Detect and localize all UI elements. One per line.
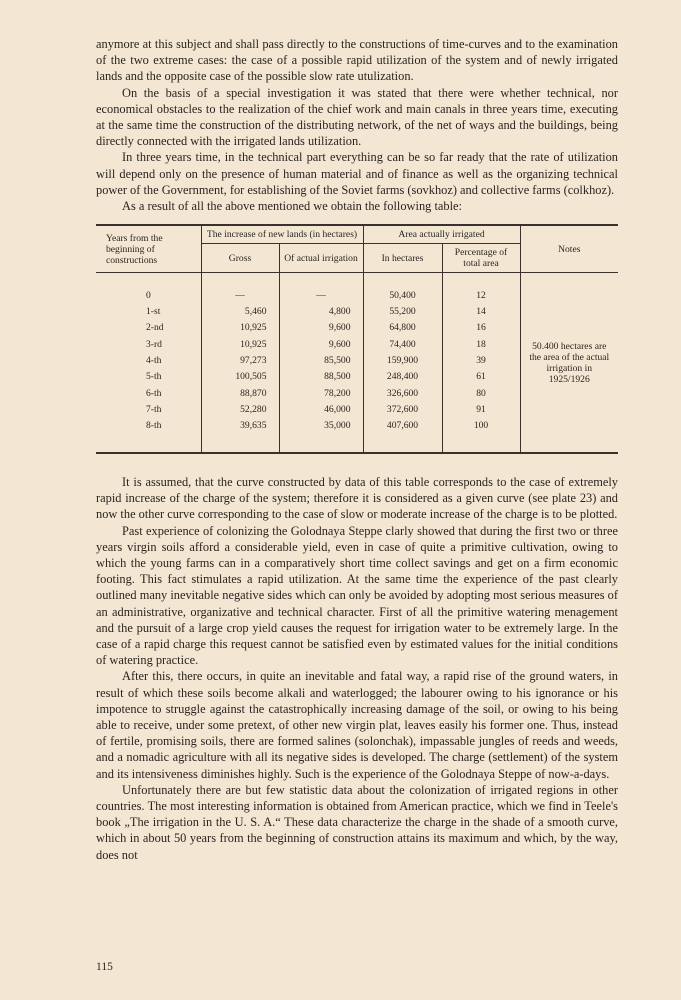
table-row: 1-st 5,460 4,800 55,200 14 bbox=[96, 304, 618, 320]
page-body bbox=[96, 36, 618, 863]
header-notes: Notes bbox=[520, 225, 618, 273]
table-row: 8-th 39,635 35,000 407,600 100 bbox=[96, 418, 618, 434]
notes-cell: 50.400 hectares are the area of the actual irrigation in 1925/1926 bbox=[520, 273, 618, 453]
table-row: 6-th 88,870 78,200 326,600 80 bbox=[96, 385, 618, 401]
header-actual-irrigation: Of actual irrigation bbox=[279, 244, 363, 273]
irrigation-table bbox=[96, 224, 618, 454]
paragraph-1: anymore at this subject and shall pass directly to the constructions of time-curves and to the examination of the two extreme cases: the case of a possible rapid utilization of the system and of newly irrigated lands and the opposite case of the possible slow rate utulization. bbox=[96, 37, 618, 84]
paragraph-6: After this, there occurs, in quite an inevitable and fatal way, a rapid rise of the ground waters, in result of which these soils become alkali and waterlogged; the labourer owing to his ignorance or his impotence to struggle against the catastrophically increasing damage of the soil, or owing to his being able to receive, under some pretext, of other new virgin plat, leaves easily his former one. Thus, instead of fertile, promising soils, there are formed salines (solonchak), impassable jungles of reeds and weeds, and a nomadic agriculture with all its negative sides is developed. The charge (settlement) of the system and its intensiveness diminishes highly. Such is the experience of the Golodnaya Steppe of now-a-days. bbox=[96, 669, 618, 781]
page-number: 115 bbox=[96, 961, 113, 973]
table-row: 4-th 97,273 85,500 159,900 39 bbox=[96, 352, 618, 368]
header-percentage: Percentage of total area bbox=[442, 244, 520, 273]
paragraph-7: Unfortunately there are but few statistic data about the colonization of irrigated regions in other countries. The most interesting information is obtained from American practice, which we find in Teele's book „The irrigation in the U. S. A.“ These data characterize the charge in the shade of a smooth curve, which in about 50 years from the beginning of construction attains its maximum and which, by the way, does not bbox=[96, 782, 618, 862]
table-intro: As a result of all the above mentioned we obtain the following table: bbox=[122, 199, 462, 214]
table-row: 7-th 52,280 46,000 372,600 91 bbox=[96, 401, 618, 417]
header-in-hectares: In hectares bbox=[363, 244, 442, 273]
table-row: 3-rd 10,925 9,600 74,400 18 bbox=[96, 336, 618, 352]
paragraph-5: Past experience of colonizing the Golodnaya Steppe clarly showed that during the first two or three years virgin soils afford a considerable yield, even in case of quite a primitive cultivation, owing to which the young farms can in a comparatively short time collect savings and get on a firm economic footing. This fact stimulates a rapid utilization. At the same time the experience of the past clearly outlined many inevitable negative sides which can only be avoided by adopting most serious measures of an administrative, organizative and technical character. First of all the primitive watering menagement and the pursuit of a large crop yield causes the request for irrigation water to be extremely large. In the case of a rapid charge this request cannot be satisfied even by estimated values for the initial conditions of watering practice. bbox=[96, 523, 619, 668]
paragraph-2: On the basis of a special investigation it was stated that there were whether technical, nor economical obstacles to the realization of the chief work and main canals in three years time, executing at the same time the construction of the distributing network, of the net of ways and the buildings, being directly connected with the irrigated lands utilization. bbox=[96, 85, 618, 149]
header-increase: The increase of new lands (in hectares) bbox=[201, 225, 363, 244]
header-years: Years from the beginning of constructions bbox=[96, 225, 201, 273]
table-row: 2-nd 10,925 9,600 64,800 16 bbox=[96, 320, 618, 336]
table-row: 5-th 100,505 88,500 248,400 61 bbox=[96, 369, 618, 385]
header-area-irrigated: Area actually irrigated bbox=[363, 225, 520, 244]
paragraph-3: In three years time, in the technical part everything can be so far ready that the rate of utilization will depend only on the presence of human material and of finance as well as the organizing technical power of the Government, for establishing of the Soviet farms (sovkhoz) and collective farms (colkhoz). bbox=[96, 150, 618, 197]
table-row: 0 — — 50,400 12 bbox=[96, 287, 618, 303]
paragraph-4: It is assumed, that the curve constructed by data of this table corresponds to the case of extremely rapid increase of the charge of the system; therefore it is considered as a given curve (see plate 23) and now the other curve corresponding to the case of slow or moderate increase of the charge is to be plotted. bbox=[96, 474, 618, 522]
header-gross: Gross bbox=[201, 244, 279, 273]
